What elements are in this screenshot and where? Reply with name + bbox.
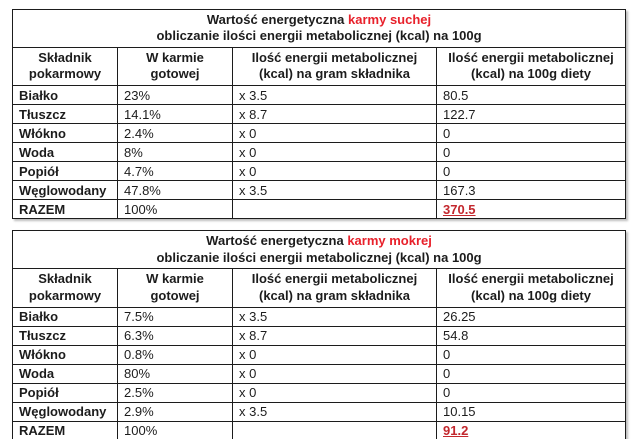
in-food-cell: 80% <box>118 364 233 383</box>
col-header-in-food: W karmie gotowej <box>118 47 233 86</box>
in-food-cell: 6.3% <box>118 326 233 345</box>
table-row <box>13 162 626 181</box>
per-gram-cell: x 0 <box>233 345 437 364</box>
per-100g-cell: 10.15 <box>437 402 626 421</box>
per-gram-cell: x 3.5 <box>233 181 437 200</box>
per-gram-cell: x 8.7 <box>233 326 437 345</box>
per-100g-cell: 0 <box>437 364 626 383</box>
table-row <box>13 326 626 345</box>
header-row <box>13 47 626 86</box>
component-cell: Woda <box>13 364 118 383</box>
total-per-gram-cell <box>233 200 437 219</box>
per-gram-cell: x 0 <box>233 364 437 383</box>
in-food-cell: 23% <box>118 86 233 105</box>
component-cell: Włókno <box>13 124 118 143</box>
col-header-per-100g: Ilość energii metabolicznej (kcal) na 100g diety <box>437 268 626 307</box>
col-header-per-gram: Ilość energii metabolicznej (kcal) na gram składnika <box>233 47 437 86</box>
table-row <box>13 383 626 402</box>
title-row <box>13 231 626 269</box>
table-row <box>13 86 626 105</box>
per-100g-cell: 80.5 <box>437 86 626 105</box>
col-header-component: Składnik pokarmowy <box>13 47 118 86</box>
per-gram-cell: x 3.5 <box>233 402 437 421</box>
table-title-block <box>13 10 626 48</box>
dry-food-energy-table <box>12 9 626 219</box>
component-cell: Popiół <box>13 162 118 181</box>
table-subtitle: obliczanie ilości energii metabolicznej (kcal) na 100g <box>156 249 482 265</box>
in-food-cell: 2.4% <box>118 124 233 143</box>
total-row <box>13 200 626 219</box>
table-title-prefix: Wartość energetyczna <box>206 12 345 27</box>
component-cell: Białko <box>13 86 118 105</box>
per-100g-cell: 0 <box>437 162 626 181</box>
total-value: 91.2 <box>437 421 626 439</box>
table-title-block <box>13 231 626 269</box>
per-gram-cell: x 3.5 <box>233 307 437 326</box>
table-row <box>13 181 626 200</box>
table-row <box>13 402 626 421</box>
table-title-highlight: karmy mokrej <box>347 233 432 249</box>
in-food-cell: 47.8% <box>118 181 233 200</box>
component-cell: Węglowodany <box>13 402 118 421</box>
per-gram-cell: x 0 <box>233 143 437 162</box>
per-100g-cell: 0 <box>437 345 626 364</box>
title-row <box>13 10 626 48</box>
table-subtitle: obliczanie ilości energii metabolicznej (kcal) na 100g <box>156 28 482 44</box>
table-title-highlight: karmy suchej <box>348 12 432 27</box>
total-row <box>13 421 626 439</box>
component-cell: Woda <box>13 143 118 162</box>
per-100g-cell: 54.8 <box>437 326 626 345</box>
col-header-in-food: W karmie gotowej <box>118 268 233 307</box>
per-100g-cell: 0 <box>437 124 626 143</box>
total-label-cell: RAZEM <box>13 200 118 219</box>
component-cell: Popiół <box>13 383 118 402</box>
per-100g-cell: 167.3 <box>437 181 626 200</box>
component-cell: Białko <box>13 307 118 326</box>
in-food-cell: 8% <box>118 143 233 162</box>
table-row <box>13 345 626 364</box>
table-title <box>13 12 625 28</box>
per-gram-cell: x 0 <box>233 383 437 402</box>
col-header-component: Składnik pokarmowy <box>13 268 118 307</box>
table-row <box>13 143 626 162</box>
table-title-prefix: Wartość energetyczna <box>206 233 344 249</box>
wet-food-energy-table <box>12 230 626 439</box>
in-food-cell: 2.5% <box>118 383 233 402</box>
per-gram-cell: x 0 <box>233 162 437 181</box>
total-value: 370.5 <box>437 200 626 219</box>
total-in-food-cell: 100% <box>118 421 233 439</box>
component-cell: Tłuszcz <box>13 105 118 124</box>
component-cell: Węglowodany <box>13 181 118 200</box>
per-gram-cell: x 8.7 <box>233 105 437 124</box>
per-gram-cell: x 0 <box>233 124 437 143</box>
col-header-per-100g: Ilość energii metabolicznej (kcal) na 100g diety <box>437 47 626 86</box>
total-label-cell: RAZEM <box>13 421 118 439</box>
per-100g-cell: 26.25 <box>437 307 626 326</box>
table-title <box>13 233 625 249</box>
table-row <box>13 105 626 124</box>
per-100g-cell: 0 <box>437 143 626 162</box>
table-row <box>13 124 626 143</box>
total-per-gram-cell <box>233 421 437 439</box>
component-cell: Włókno <box>13 345 118 364</box>
in-food-cell: 0.8% <box>118 345 233 364</box>
in-food-cell: 14.1% <box>118 105 233 124</box>
table-row <box>13 307 626 326</box>
total-in-food-cell: 100% <box>118 200 233 219</box>
in-food-cell: 4.7% <box>118 162 233 181</box>
in-food-cell: 7.5% <box>118 307 233 326</box>
in-food-cell: 2.9% <box>118 402 233 421</box>
component-cell: Tłuszcz <box>13 326 118 345</box>
table-row <box>13 364 626 383</box>
per-100g-cell: 122.7 <box>437 105 626 124</box>
per-100g-cell: 0 <box>437 383 626 402</box>
col-header-per-gram: Ilość energii metabolicznej (kcal) na gram składnika <box>233 268 437 307</box>
per-gram-cell: x 3.5 <box>233 86 437 105</box>
header-row <box>13 268 626 307</box>
